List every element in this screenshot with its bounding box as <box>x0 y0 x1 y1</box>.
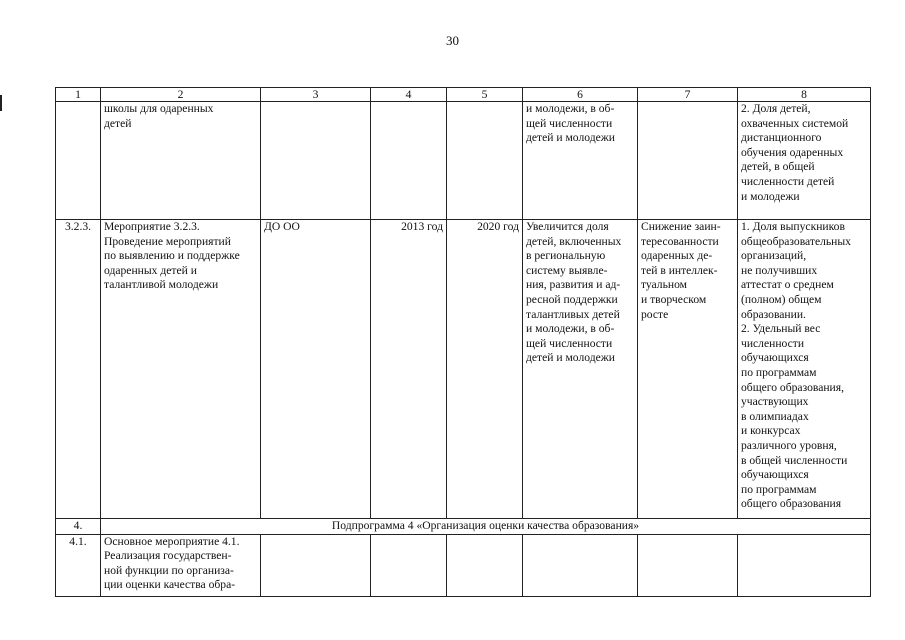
activity-name-cell <box>101 220 261 519</box>
result-line: детей, включенных <box>526 234 622 248</box>
start-year-cell: 2013 год <box>371 220 447 519</box>
indicator-line: общего образования, <box>741 380 844 394</box>
row-number-cell: 3.2.3. <box>56 220 101 519</box>
activity-name-line: по выявлению и поддержке <box>104 249 240 263</box>
activity-name-line: одаренных детей и <box>104 263 197 277</box>
end-year-cell: 2020 год <box>447 220 523 519</box>
row-number-cell: 4.1. <box>56 534 101 596</box>
expected-result-cell <box>523 102 638 220</box>
indicator-line: в общей численности <box>741 453 848 467</box>
consequence-line: тересованности <box>641 234 719 248</box>
indicator-line: не получивших <box>741 263 818 277</box>
executor-cell: ДО ОО <box>261 220 371 519</box>
column-header: 6 <box>523 88 638 102</box>
consequence-line: Снижение заин- <box>641 220 721 233</box>
indicator-line: охваченных системой <box>741 116 849 130</box>
result-line: Увеличится доля <box>526 220 609 233</box>
activity-name-line: талантливой молодежи <box>104 278 219 292</box>
executor-cell <box>261 102 371 220</box>
expected-result-cell <box>523 220 638 519</box>
executor-cell <box>261 534 371 596</box>
activity-name-cell <box>101 534 261 596</box>
start-year-cell <box>371 534 447 596</box>
activity-name-line: Проведение мероприятий <box>104 234 231 248</box>
indicator-line: организаций, <box>741 249 807 263</box>
consequence-line: одаренных де- <box>641 249 713 263</box>
table-row <box>56 102 871 220</box>
indicator-line: и молодежи <box>741 189 800 203</box>
indicator-line: по программам <box>741 365 817 379</box>
program-table <box>55 87 871 597</box>
indicator-line: 2. Доля детей, <box>741 102 811 115</box>
indicator-line: обучающихся <box>741 468 809 482</box>
activity-name-line: ции оценки качества обра- <box>104 578 236 592</box>
indicator-line: обучения одаренных <box>741 145 844 159</box>
end-year-cell <box>447 102 523 220</box>
end-year-cell <box>447 534 523 596</box>
margin-mark <box>0 95 2 111</box>
consequence-line: тей в интеллек- <box>641 263 718 277</box>
consequence-cell <box>638 534 738 596</box>
indicator-line: (полном) общем <box>741 292 822 306</box>
result-line: щей численности <box>526 336 613 350</box>
activity-name-line: школы для одаренных <box>104 102 214 115</box>
consequence-line: туальном <box>641 278 687 292</box>
row-number-cell: 4. <box>56 519 101 535</box>
result-line: детей и молодежи <box>526 351 615 365</box>
result-line: систему выявле- <box>526 263 608 277</box>
consequence-cell <box>638 102 738 220</box>
indicator-line: образовании. <box>741 307 806 321</box>
result-line: талантливых детей <box>526 307 620 321</box>
indicator-line: аттестат о среднем <box>741 278 834 292</box>
table-row <box>56 220 871 519</box>
activity-name-line: Мероприятие 3.2.3. <box>104 220 200 233</box>
activity-name-line: ной функции по организа- <box>104 563 234 577</box>
indicator-line: в олимпиадах <box>741 409 809 423</box>
page-number: 30 <box>446 33 459 48</box>
activity-name-line: детей <box>104 116 132 130</box>
result-line: щей численности <box>526 116 613 130</box>
indicators-cell <box>738 220 871 519</box>
table-row <box>56 534 871 596</box>
column-header: 1 <box>56 88 101 102</box>
indicator-line: численности <box>741 336 805 350</box>
indicators-cell <box>738 102 871 220</box>
activity-name-cell <box>101 102 261 220</box>
indicator-line: дистанционного <box>741 131 822 145</box>
column-header: 5 <box>447 88 523 102</box>
indicator-line: детей, в общей <box>741 160 815 174</box>
row-number-cell <box>56 102 101 220</box>
column-header: 2 <box>101 88 261 102</box>
indicator-line: 1. Доля выпускников <box>741 220 845 233</box>
activity-name-line: Реализация государствен- <box>104 549 232 563</box>
indicator-line: различного уровня, <box>741 438 837 452</box>
indicator-line: численности детей <box>741 174 835 188</box>
indicator-line: и конкурсах <box>741 424 801 438</box>
expected-result-cell <box>523 534 638 596</box>
indicator-line: общеобразовательных <box>741 234 851 248</box>
indicator-line: участвующих <box>741 395 809 409</box>
indicator-line: общего образования <box>741 497 842 511</box>
result-line: в региональную <box>526 249 606 263</box>
indicator-line: по программам <box>741 482 817 496</box>
result-line: ресной поддержки <box>526 292 618 306</box>
result-line: и молодежи, в об- <box>526 322 615 336</box>
result-line: детей и молодежи <box>526 131 615 145</box>
column-number-row <box>56 88 871 102</box>
column-header: 3 <box>261 88 371 102</box>
subprogram-title: Подпрограмма 4 «Организация оценки качества образования» <box>101 519 871 535</box>
consequence-line: росте <box>641 307 669 321</box>
start-year-cell <box>371 102 447 220</box>
indicator-line: обучающихся <box>741 351 809 365</box>
result-line: и молодежи, в об- <box>526 102 615 115</box>
subprogram-row <box>56 519 871 535</box>
column-header: 4 <box>371 88 447 102</box>
column-header: 8 <box>738 88 871 102</box>
indicator-line: 2. Удельный вес <box>741 322 821 336</box>
result-line: ния, развития и ад- <box>526 278 621 292</box>
indicators-cell <box>738 534 871 596</box>
consequence-cell <box>638 220 738 519</box>
column-header: 7 <box>638 88 738 102</box>
activity-name-line: Основное мероприятие 4.1. <box>104 534 240 548</box>
consequence-line: и творческом <box>641 292 707 306</box>
